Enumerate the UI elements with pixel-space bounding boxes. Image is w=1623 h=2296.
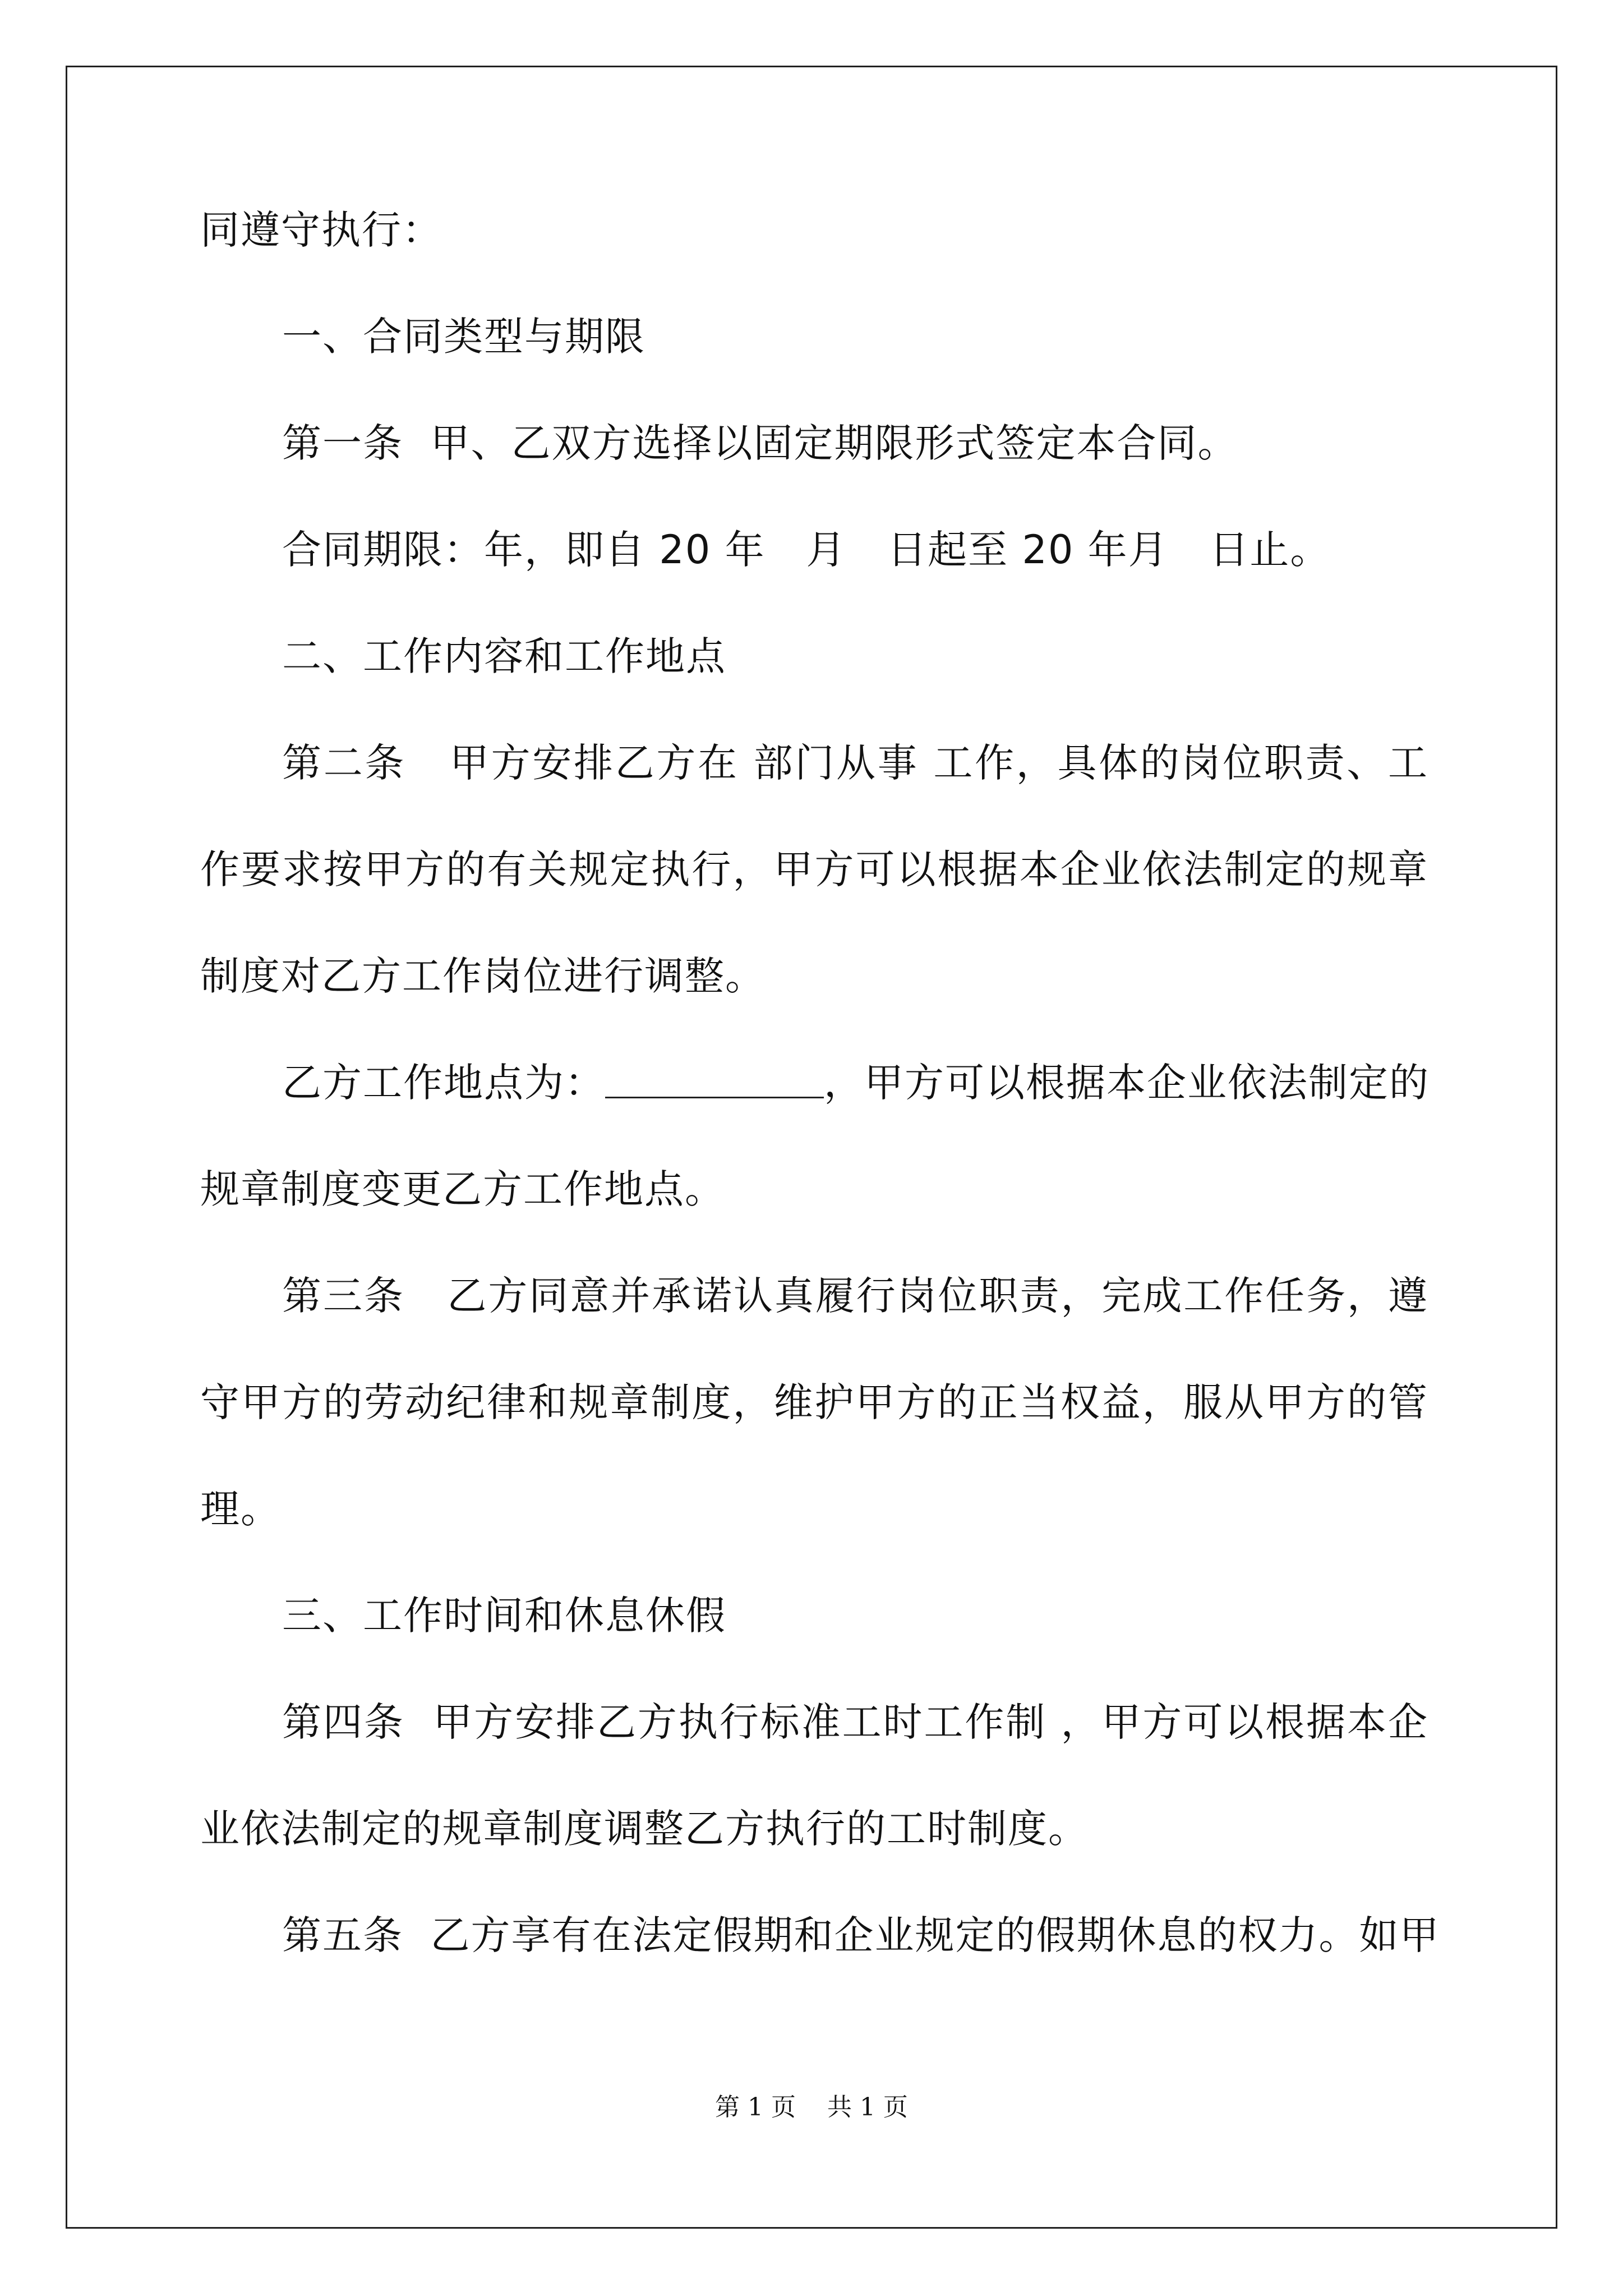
work-location-line-2: 规章制度变更乙方工作地点。 <box>200 1166 725 1212</box>
work-location-rest: ，甲方可以根据本企业依法制定的 <box>824 1060 1430 1106</box>
article-4-line-2: 业依法制定的规章制度调整乙方执行的工时制度。 <box>200 1806 1089 1852</box>
section-heading-3: 三、工作时间和休息休假 <box>282 1593 726 1639</box>
work-location-label: 乙方工作地点为： <box>282 1060 605 1106</box>
page-border <box>66 66 1557 2229</box>
section-heading-2: 二、工作内容和工作地点 <box>282 633 726 679</box>
article-4-line-1: 第四条 甲方安排乙方执行标准工时工作制 ，甲方可以根据本企 <box>282 1699 1428 1745</box>
article-2-line-3: 制度对乙方工作岗位进行调整。 <box>200 953 766 999</box>
article-3-line-1: 第三条 乙方同意并承诺认真履行岗位职责，完成工作任务，遵 <box>282 1273 1428 1319</box>
text-line: 同遵守执行： <box>200 207 442 253</box>
article-3-line-2: 守甲方的劳动纪律和规章制度，维护甲方的正当权益，服从甲方的管 <box>200 1379 1428 1425</box>
contract-term-line: 合同期限：年，即自 20 年 月 日起至 20 年月 日止。 <box>282 527 1331 573</box>
work-location-line <box>282 1055 1430 1111</box>
article-2-line-2: 作要求按甲方的有关规定执行，甲方可以根据本企业依法制定的规章 <box>200 846 1428 892</box>
article-2-line-1: 第二条 甲方安排乙方在 部门从事 工作，具体的岗位职责、工 <box>282 740 1428 786</box>
page-number-footer: 第 1 页 共 1 页 <box>715 2093 908 2122</box>
article-3-line-3: 理。 <box>200 1486 281 1532</box>
section-heading-1: 一、合同类型与期限 <box>282 314 645 360</box>
article-5-line-1: 第五条 乙方享有在法定假期和企业规定的假期休息的权力。如甲 <box>282 1912 1440 1958</box>
article-1: 第一条 甲、乙双方选择以固定期限形式签定本合同。 <box>282 420 1238 466</box>
work-location-blank[interactable] <box>605 1057 824 1098</box>
